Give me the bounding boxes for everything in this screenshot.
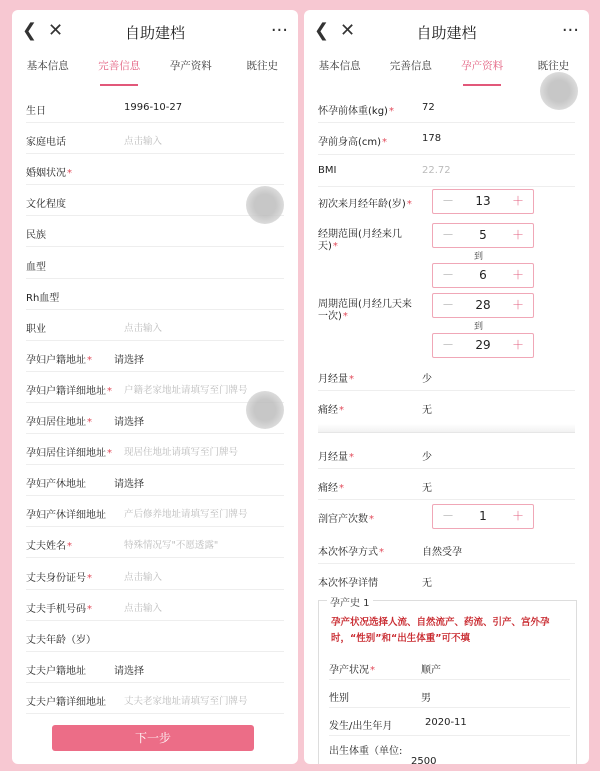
form-row-height[interactable] (318, 123, 575, 155)
form-row-conception-method[interactable] (318, 533, 575, 564)
page-title: 自助建档 (416, 24, 477, 42)
field-value[interactable]: 请选择 (114, 479, 144, 491)
form-row-menstrual-flow[interactable] (318, 360, 575, 391)
field-label: 周期范围(月经几天来一次) (318, 299, 412, 322)
tab-pregnancy-data[interactable]: 孕产资料 (169, 60, 212, 72)
form-row[interactable] (26, 216, 284, 247)
stepper-value: 1 (479, 509, 487, 523)
required-mark: * (370, 665, 375, 676)
stepper-value: 6 (479, 268, 487, 282)
form-row-birth-weight[interactable] (329, 736, 570, 764)
form-row-bmi (318, 155, 575, 187)
form-row-menstrual-flow[interactable] (318, 438, 575, 469)
form-row-dysmenorrhea[interactable] (318, 469, 575, 500)
minus-icon[interactable]: － (441, 509, 454, 523)
form-row-birth-status[interactable] (329, 653, 570, 680)
more-dots-icon[interactable]: ··· (270, 20, 288, 41)
field-label: 本次怀孕方式 (318, 547, 378, 558)
form-row-period-range (318, 223, 575, 289)
field-label: 痛经 (318, 405, 338, 416)
field-label: 婚姻状况 (26, 168, 66, 180)
left-screen (12, 10, 298, 764)
range-to-text: 到 (474, 252, 484, 262)
bmi-value: 22.72 (422, 165, 451, 176)
required-mark: * (339, 483, 344, 494)
range-to-text: 到 (474, 322, 484, 332)
required-mark: * (339, 405, 344, 416)
form-row[interactable] (26, 372, 284, 403)
next-step-button[interactable]: 下一步 (52, 725, 254, 751)
required-mark: * (349, 374, 354, 385)
pregnancy-history-group (318, 600, 577, 764)
stepper-value: 13 (475, 194, 491, 208)
minus-icon[interactable]: － (441, 298, 454, 312)
period-max-stepper[interactable] (432, 263, 534, 288)
nav-bar (304, 10, 589, 52)
form-row-csection (318, 501, 575, 533)
field-label: 丈夫户籍详细地址 (26, 696, 106, 708)
field-label: BMI (318, 165, 337, 176)
form-row[interactable] (26, 496, 284, 527)
field-label: 孕前身高(cm) (318, 137, 382, 148)
birth-status-value[interactable]: 顺产 (421, 665, 441, 676)
required-mark: * (349, 452, 354, 463)
minus-icon[interactable]: － (441, 194, 454, 208)
field-label: 月经量 (318, 452, 348, 463)
required-mark: * (87, 572, 92, 584)
field-label: 丈夫手机号码 (26, 603, 86, 615)
field-label: 丈夫年龄（岁） (26, 634, 96, 646)
tab-bar (12, 56, 298, 86)
back-chevron-icon[interactable]: ❮ (314, 20, 330, 41)
form-row[interactable] (26, 154, 284, 185)
field-value[interactable]: 1996-10-27 (124, 102, 183, 113)
plus-icon[interactable]: ＋ (511, 509, 524, 523)
field-label: 孕妇居住详细地址 (26, 448, 106, 460)
form-row[interactable] (26, 683, 284, 714)
field-label: Rh血型 (26, 292, 60, 304)
birth-weight-value[interactable]: 2500 (411, 756, 437, 764)
form-row[interactable] (26, 123, 284, 154)
stepper-value: 5 (479, 228, 487, 242)
minus-icon[interactable]: － (441, 228, 454, 242)
field-label: 怀孕前体重(kg) (318, 106, 388, 117)
nav-bar (12, 10, 298, 52)
required-mark: * (67, 541, 72, 553)
scroll-glitch-strip (318, 424, 575, 433)
menarche-stepper[interactable] (432, 189, 534, 214)
required-mark: * (382, 137, 388, 148)
minus-icon[interactable]: － (441, 268, 454, 282)
field-label: 丈夫身份证号 (26, 572, 86, 584)
pregnancy-detail-value[interactable]: 无 (422, 578, 432, 589)
field-value[interactable]: 请选择 (114, 417, 144, 428)
field-label: 出生体重（单位: (329, 746, 403, 757)
required-mark: * (379, 547, 384, 558)
form-row-cycle-range (318, 293, 575, 359)
form-row[interactable] (26, 92, 284, 123)
field-label: 孕妇产休地址 (26, 479, 86, 491)
form-row-dysmenorrhea[interactable] (318, 391, 575, 421)
field-placeholder[interactable]: 点击输入 (124, 602, 163, 614)
field-label: 职业 (26, 323, 46, 335)
form-row-pregnancy-detail[interactable] (318, 564, 575, 594)
field-label: 孕妇居住地址 (26, 417, 86, 428)
plus-icon[interactable]: ＋ (511, 268, 524, 282)
required-mark: * (67, 168, 72, 180)
conception-method-value[interactable]: 自然受孕 (422, 547, 462, 558)
field-label: 孕产状况 (329, 665, 369, 676)
form-row-gender[interactable] (329, 680, 570, 708)
required-mark: * (388, 106, 394, 117)
cycle-max-stepper[interactable] (432, 333, 534, 358)
tab-medical-history[interactable]: 既往史 (246, 60, 278, 72)
form-row-birth-date[interactable] (329, 708, 570, 736)
field-label: 文化程度 (26, 199, 66, 211)
field-placeholder[interactable]: 丈夫老家地址请填写至门牌号 (124, 695, 248, 707)
stepper-value: 28 (475, 298, 491, 312)
minus-icon[interactable]: － (441, 338, 454, 352)
height-value[interactable]: 178 (422, 133, 442, 144)
required-mark: * (332, 241, 338, 252)
field-label: 生日 (26, 106, 46, 117)
form-row[interactable] (26, 310, 284, 341)
field-placeholder[interactable]: 点击输入 (124, 571, 163, 583)
field-placeholder[interactable]: 特殊情况写"不愿透露" (124, 540, 219, 552)
stepper-value: 29 (475, 338, 491, 352)
field-value[interactable]: 请选择 (114, 665, 144, 677)
field-label: 丈夫户籍地址 (26, 665, 86, 677)
field-placeholder[interactable]: 产后修养地址请填写至门牌号 (124, 509, 248, 521)
tab-basic-info[interactable]: 基本信息 (318, 60, 361, 72)
field-label: 发生/出生年月 (329, 721, 393, 732)
back-chevron-icon[interactable]: ❮ (22, 20, 38, 41)
field-label: 血型 (26, 261, 46, 273)
form-row[interactable] (26, 652, 284, 683)
field-label: 丈夫姓名 (26, 541, 66, 553)
cycle-min-stepper[interactable] (432, 293, 534, 318)
required-mark: * (87, 417, 92, 428)
tab-medical-history[interactable]: 既往史 (537, 60, 570, 72)
required-mark: * (107, 448, 112, 460)
form-row[interactable] (26, 341, 284, 372)
field-label: 剖宫产次数 (318, 514, 368, 525)
field-placeholder[interactable]: 户籍老家地址请填写至门牌号 (124, 384, 248, 396)
group-title: 孕产史 1 (327, 594, 373, 609)
field-label: 孕妇产休详细地址 (26, 510, 106, 522)
page-title: 自助建档 (124, 24, 185, 42)
tab-basic-info[interactable]: 基本信息 (26, 60, 69, 72)
tab-complete-info[interactable]: 完善信息 (389, 60, 432, 72)
form-row[interactable] (26, 279, 284, 310)
field-label: 初次来月经年龄(岁) (318, 199, 406, 210)
close-icon[interactable]: ✕ (340, 20, 356, 41)
tab-complete-info[interactable]: 完善信息 (84, 56, 156, 86)
dysmenorrhea-value[interactable]: 无 (422, 483, 432, 494)
form-row[interactable] (26, 248, 284, 279)
form-row[interactable] (26, 559, 284, 590)
form-row[interactable] (26, 621, 284, 652)
gender-value[interactable]: 男 (421, 693, 431, 704)
field-label: 痛经 (318, 483, 338, 494)
csection-stepper[interactable] (432, 504, 534, 529)
more-dots-icon[interactable]: ··· (561, 20, 579, 41)
form-row-weight[interactable] (318, 92, 575, 123)
form-row-menarche (318, 187, 575, 221)
field-label: 经期范围(月经来几天) (318, 229, 402, 252)
floating-assist-ball[interactable] (540, 72, 578, 110)
tab-pregnancy-data[interactable]: 孕产资料 (447, 56, 518, 86)
required-mark: * (87, 603, 92, 615)
field-placeholder[interactable]: 现居住地址请填写至门牌号 (124, 447, 239, 459)
weight-value[interactable]: 72 (422, 102, 435, 113)
floating-assist-ball[interactable] (246, 186, 284, 224)
plus-icon[interactable]: ＋ (511, 194, 524, 208)
field-placeholder[interactable]: 点击输入 (124, 136, 163, 148)
close-icon[interactable]: ✕ (48, 20, 64, 41)
form-row[interactable] (26, 590, 284, 621)
required-mark: * (87, 354, 92, 366)
plus-icon[interactable]: ＋ (511, 298, 524, 312)
field-label: 月经量 (318, 374, 348, 385)
required-mark: * (406, 199, 412, 210)
field-placeholder[interactable]: 点击输入 (124, 322, 163, 334)
field-label: 民族 (26, 230, 46, 242)
period-min-stepper[interactable] (432, 223, 534, 248)
field-label: 孕妇户籍地址 (26, 354, 86, 366)
required-mark: * (342, 311, 348, 322)
required-mark: * (369, 514, 374, 525)
field-label: 性别 (329, 693, 349, 704)
menstrual-flow-value[interactable]: 少 (422, 452, 432, 463)
form-row[interactable] (26, 465, 284, 496)
dysmenorrhea-value[interactable]: 无 (422, 405, 432, 416)
field-label: 孕妇户籍详细地址 (26, 385, 106, 397)
plus-icon[interactable]: ＋ (511, 228, 524, 242)
form-row[interactable] (26, 434, 284, 465)
floating-assist-ball[interactable] (246, 391, 284, 429)
menstrual-flow-value[interactable]: 少 (422, 374, 432, 385)
right-screen (304, 10, 589, 764)
plus-icon[interactable]: ＋ (511, 338, 524, 352)
field-value[interactable]: 请选择 (114, 354, 144, 366)
birth-date-value[interactable]: 2020-11 (425, 717, 467, 728)
field-label: 本次怀孕详情 (318, 578, 378, 589)
field-label: 家庭电话 (26, 137, 66, 149)
form-row[interactable] (26, 527, 284, 558)
warning-note: 孕产状况选择人流、自然流产、药流、引产、宫外孕时，“性别”和“出生体重”可不填 (331, 617, 550, 644)
required-mark: * (107, 385, 112, 397)
